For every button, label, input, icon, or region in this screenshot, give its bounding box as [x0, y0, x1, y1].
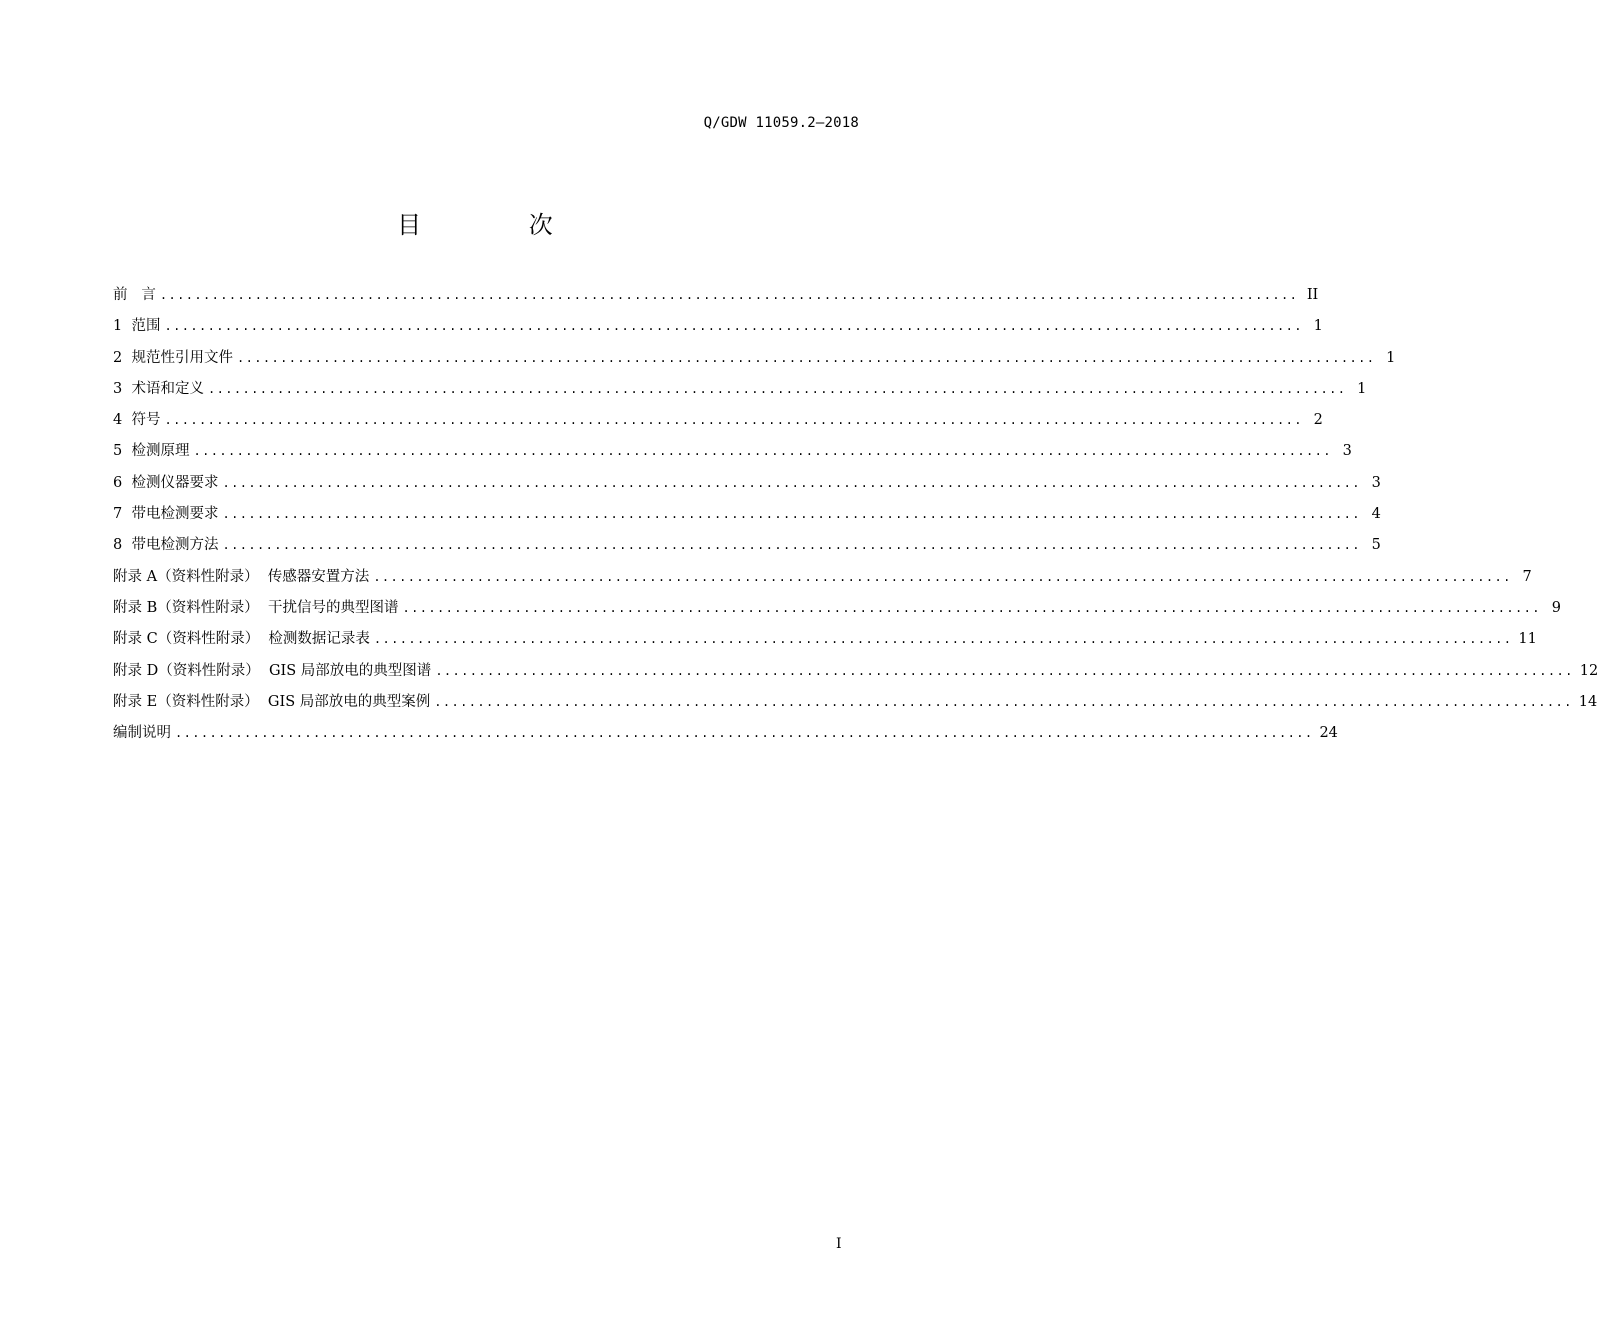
table-of-contents	[113, 283, 1598, 752]
toc-entry-scope[interactable]	[113, 314, 1323, 345]
toc-entry-page: 3	[1371, 474, 1381, 491]
toc-entry-page: 3	[1342, 443, 1352, 460]
page-title: 目 次	[397, 211, 603, 239]
toc-entry-label: 前 言	[113, 287, 156, 303]
toc-entry-label: 7 带电检测要求	[113, 506, 219, 523]
dot-leader: ....................................................................................................................................	[207, 381, 1347, 396]
dot-leader: ....................................................................................................................................	[435, 663, 1574, 678]
toc-entry-appendix-d[interactable]	[113, 659, 1598, 690]
dot-leader: ....................................................................................................................................	[373, 569, 1512, 584]
toc-entry-page: 14	[1578, 693, 1598, 710]
toc-entry-page: II	[1306, 287, 1319, 303]
toc-entry-page: 7	[1522, 568, 1532, 585]
toc-entry-label: 编制说明	[113, 725, 171, 742]
toc-entry-page: 1	[1313, 318, 1323, 335]
toc-entry-label: 6 检测仪器要求	[113, 474, 219, 491]
toc-entry-live-detection-requirements[interactable]	[113, 502, 1381, 533]
toc-entry-label: 5 检测原理	[113, 443, 190, 460]
toc-entry-instrument-requirements[interactable]	[113, 471, 1381, 502]
dot-leader: ....................................................................................................................................	[236, 350, 1376, 365]
toc-entry-page: 11	[1518, 631, 1537, 648]
toc-entry-label: 1 范围	[113, 318, 161, 335]
toc-entry-normative-references[interactable]	[113, 346, 1396, 377]
toc-entry-appendix-e[interactable]	[113, 690, 1598, 721]
toc-entry-page: 24	[1319, 725, 1338, 742]
page-number: I	[836, 1236, 842, 1252]
toc-entry-page: 1	[1386, 349, 1396, 366]
dot-leader: ....................................................................................................................................	[164, 319, 1303, 334]
toc-entry-label: 附录 D（资料性附录） GIS 局部放电的典型图谱	[113, 662, 432, 679]
toc-entry-terms-definitions[interactable]	[113, 377, 1367, 408]
toc-entry-label: 2 规范性引用文件	[113, 349, 233, 366]
toc-entry-foreword[interactable]	[113, 283, 1319, 314]
toc-entry-page: 5	[1371, 537, 1381, 554]
toc-entry-label: 4 符号	[113, 412, 161, 429]
dot-leader: ....................................................................................................................................	[222, 538, 1361, 553]
toc-entry-appendix-a[interactable]	[113, 565, 1532, 596]
toc-entry-label: 附录 C（资料性附录） 检测数据记录表	[113, 631, 370, 648]
dot-leader: ....................................................................................................................................	[222, 507, 1361, 522]
toc-entry-label: 附录 A（资料性附录） 传感器安置方法	[113, 568, 370, 585]
toc-entry-detection-principle[interactable]	[113, 439, 1352, 470]
dot-leader: ....................................................................................................................................	[193, 444, 1332, 459]
dot-leader: ....................................................................................................................................	[159, 288, 1299, 302]
dot-leader: ....................................................................................................................................	[434, 694, 1573, 709]
toc-entry-label: 8 带电检测方法	[113, 537, 219, 554]
toc-entry-symbols[interactable]	[113, 408, 1323, 439]
toc-entry-page: 12	[1579, 662, 1598, 679]
toc-entry-page: 2	[1313, 412, 1323, 429]
toc-entry-page: 1	[1357, 380, 1367, 397]
toc-entry-live-detection-methods[interactable]	[113, 533, 1381, 564]
toc-entry-label: 附录 B（资料性附录） 干扰信号的典型图谱	[113, 599, 399, 616]
toc-entry-compilation-notes[interactable]	[113, 721, 1338, 752]
dot-leader: ....................................................................................................................................	[175, 726, 1314, 741]
dot-leader: ....................................................................................................................................	[164, 413, 1303, 428]
standard-code: Q/GDW 11059.2—2018	[703, 115, 859, 131]
toc-entry-page: 4	[1371, 506, 1381, 523]
toc-entry-page: 9	[1551, 599, 1561, 616]
dot-leader: ....................................................................................................................................	[373, 632, 1513, 647]
dot-leader: ....................................................................................................................................	[222, 475, 1361, 490]
dot-leader: ....................................................................................................................................	[402, 600, 1541, 615]
toc-entry-label: 3 术语和定义	[113, 380, 204, 397]
toc-entry-appendix-c[interactable]	[113, 627, 1537, 658]
toc-entry-appendix-b[interactable]	[113, 596, 1561, 627]
toc-entry-label: 附录 E（资料性附录） GIS 局部放电的典型案例	[113, 693, 431, 710]
